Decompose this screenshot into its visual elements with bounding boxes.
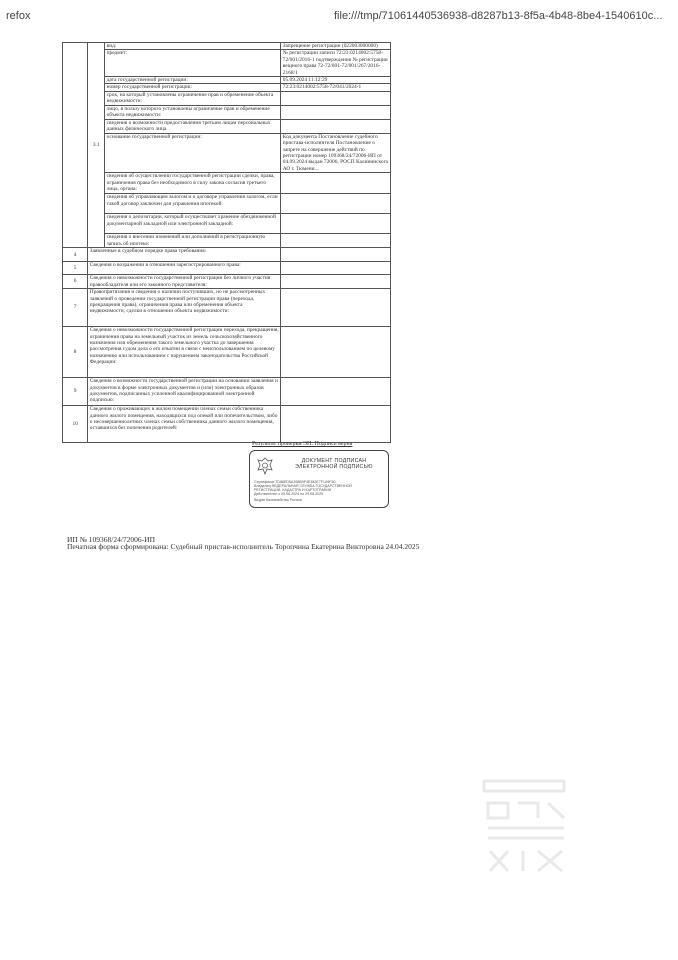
field-label: Сведения о невозможности государственной регистрации без личного участия правообладателя или его законного представителя: [88, 275, 281, 289]
field-label: срок, на который установлены ограничение прав и обременение объекта недвижимости: [105, 91, 281, 105]
field-value [281, 378, 391, 406]
field-label: сведения о возможности предоставления третьим лицам персональных данных физического лица [105, 119, 281, 133]
field-value [281, 119, 391, 133]
field-label: Сведения о возможности государственной регистрации на основании заявления и документов в форме электронных документов и (или) электронных образов документов, подписанных усиленной квалифицированной электронной подписью: [88, 378, 281, 406]
field-label: Сведения о возражении в отношении зарегистрированного права: [88, 262, 281, 275]
field-value: № регистрации записи 72:23:0214002:5758-72/001/2016-1 подтверждения № регистрации вещного права 72-72/001-72/001/267/2016-2168/1 [281, 50, 391, 77]
table-row [63, 262, 391, 275]
table-row [63, 119, 391, 133]
stamp-detail-line: РЕГИСТРАЦИИ, КАДАСТРА И КАРТОГРАФИИ [254, 488, 332, 492]
table-row [63, 275, 391, 289]
row-number: 9 [63, 378, 88, 406]
browser-app-name: refox [6, 10, 31, 22]
field-value [281, 327, 391, 378]
field-value [281, 173, 391, 194]
field-label: сведения о депозитарии, который осуществляет хранение обездвиженной документарной закладной или электронной закладной: [105, 214, 281, 234]
table-row [63, 91, 391, 105]
field-value: Запрещение регистрации (022003000000) [281, 43, 391, 50]
table-row [63, 50, 391, 77]
field-value [281, 406, 391, 443]
field-value: Код документа Постановление судебного пристава-исполнителя Постановление о запрете на совершение действий по регистрации номер 109368/24/72006-ИП от 04.09.2024 выдан 72006, РОСП Калининского АО г. Тюмени... [281, 133, 391, 172]
field-label: дата государственной регистрации: [105, 77, 281, 84]
table-row [63, 133, 391, 172]
table-row [63, 289, 391, 327]
row-number: 4 [63, 248, 88, 262]
field-value: 05.09.2024 11:12:29 [281, 77, 391, 84]
field-label: лицо, в пользу которого установлены ограничение прав и обременение объекта недвижимости: [105, 105, 281, 119]
watermark-logo [478, 773, 573, 883]
table-row [63, 105, 391, 119]
stamp-title [284, 458, 384, 471]
table-row [63, 77, 391, 84]
field-label: сведения о внесении изменений или дополнений в регистрационную запись об ипотеке: [105, 234, 281, 248]
field-value [281, 214, 391, 234]
ip-number: ИП № 109368/24/72006-ИП [67, 535, 155, 544]
stamp-detail-line: Владелец ФЕДЕРАЛЬНАЯ СЛУЖБА ГОСУДАРСТВЕННОЙ [254, 484, 352, 488]
field-value: 72:23:0214002:5758-72/041/2024-1 [281, 84, 391, 91]
field-label: Заявленные в судебном порядке права требования: [88, 248, 281, 262]
printed-by-line: Печатная форма сформирована: Судебный пристав-исполнитель Торопчина Екатерина Викторовна 24.04.2025 [67, 542, 420, 551]
table-row [63, 234, 391, 248]
row-number: 5 [63, 262, 88, 275]
field-label: Сведения о проживающих в жилом помещении членах семьи собственника данного жилого помещения, находящихся под опекой или попечительством, либо о несовершеннолетних членах семьи собственника данного жилого помещения, оставшихся без попечения родителей: [88, 406, 281, 443]
field-label: Сведения о невозможности государственной регистрации перехода, прекращения, ограничения права на земельный участок из земель сельскохозяйственного назначения или обременения такого земельного участка до завершения рассмотрения судом дела о его изъятии в связи с неиспользованием по целевому назначению или использованием с нарушением законодательства Российской Федерации: [88, 327, 281, 378]
field-value [281, 194, 391, 214]
table-row [63, 173, 391, 194]
field-value [281, 289, 391, 327]
field-label: Правопритязания и сведения о наличии поступивших, но не рассмотренных заявлений о проведении государственной регистрации права (перехода, прекращения права), ограничения права или обременения объекта недвижимости, сделки в отношении объекта недвижимости: [88, 289, 281, 327]
encumbrance-table [62, 42, 391, 443]
field-value [281, 275, 391, 289]
row-number-blank [63, 43, 88, 248]
row-number: 10 [63, 406, 88, 443]
signature-check-result: Результат проверки ЭП: Подпись верна [252, 441, 353, 447]
coat-of-arms-icon [256, 456, 274, 476]
row-number: 8 [63, 327, 88, 378]
row-number: 3.1 [88, 43, 105, 248]
stamp-detail-line: Сертификат 7D86ED5A398B9F4E382E7F1A9F50 [254, 480, 336, 484]
field-value [281, 105, 391, 119]
stamp-title-line2: ЭЛЕКТРОННОЙ ПОДПИСЬЮ [295, 464, 373, 471]
table-row [63, 327, 391, 378]
table-row [63, 194, 391, 214]
field-value [281, 91, 391, 105]
field-label: сведения об управляющем залогом и о договоре управления залогом, если такой договор заключен для управления ипотекой: [105, 194, 281, 214]
table-row [63, 43, 391, 50]
stamp-title-line1: ДОКУМЕНТ ПОДПИСАН [301, 458, 367, 464]
field-label: основание государственной регистрации: [105, 133, 281, 172]
field-value [281, 248, 391, 262]
field-label: номер государственной регистрации: [105, 84, 281, 91]
row-number: 6 [63, 275, 88, 289]
stamp-detail-line: Действителен с 05.06.2024 по 29.08.2025 [254, 492, 324, 496]
table-row [63, 214, 391, 234]
field-label: вид: [105, 43, 281, 50]
electronic-signature-stamp [249, 450, 389, 508]
table-row [63, 84, 391, 91]
table-row [63, 378, 391, 406]
browser-url: file:///tmp/71061440536938-d8287b13-8f5a-4b48-8be4-1540610c... [334, 10, 663, 22]
table-row [63, 406, 391, 443]
stamp-detail-line: Выдан Казначейство России [254, 498, 302, 502]
field-value [281, 262, 391, 275]
field-value [281, 234, 391, 248]
table-row [63, 248, 391, 262]
field-label: предмет: [105, 50, 281, 77]
field-label: сведения об осуществлении государственной регистрации сделки, права, ограничения права без необходимого в силу закона согласия третьего лица, органа: [105, 173, 281, 194]
row-number: 7 [63, 289, 88, 327]
